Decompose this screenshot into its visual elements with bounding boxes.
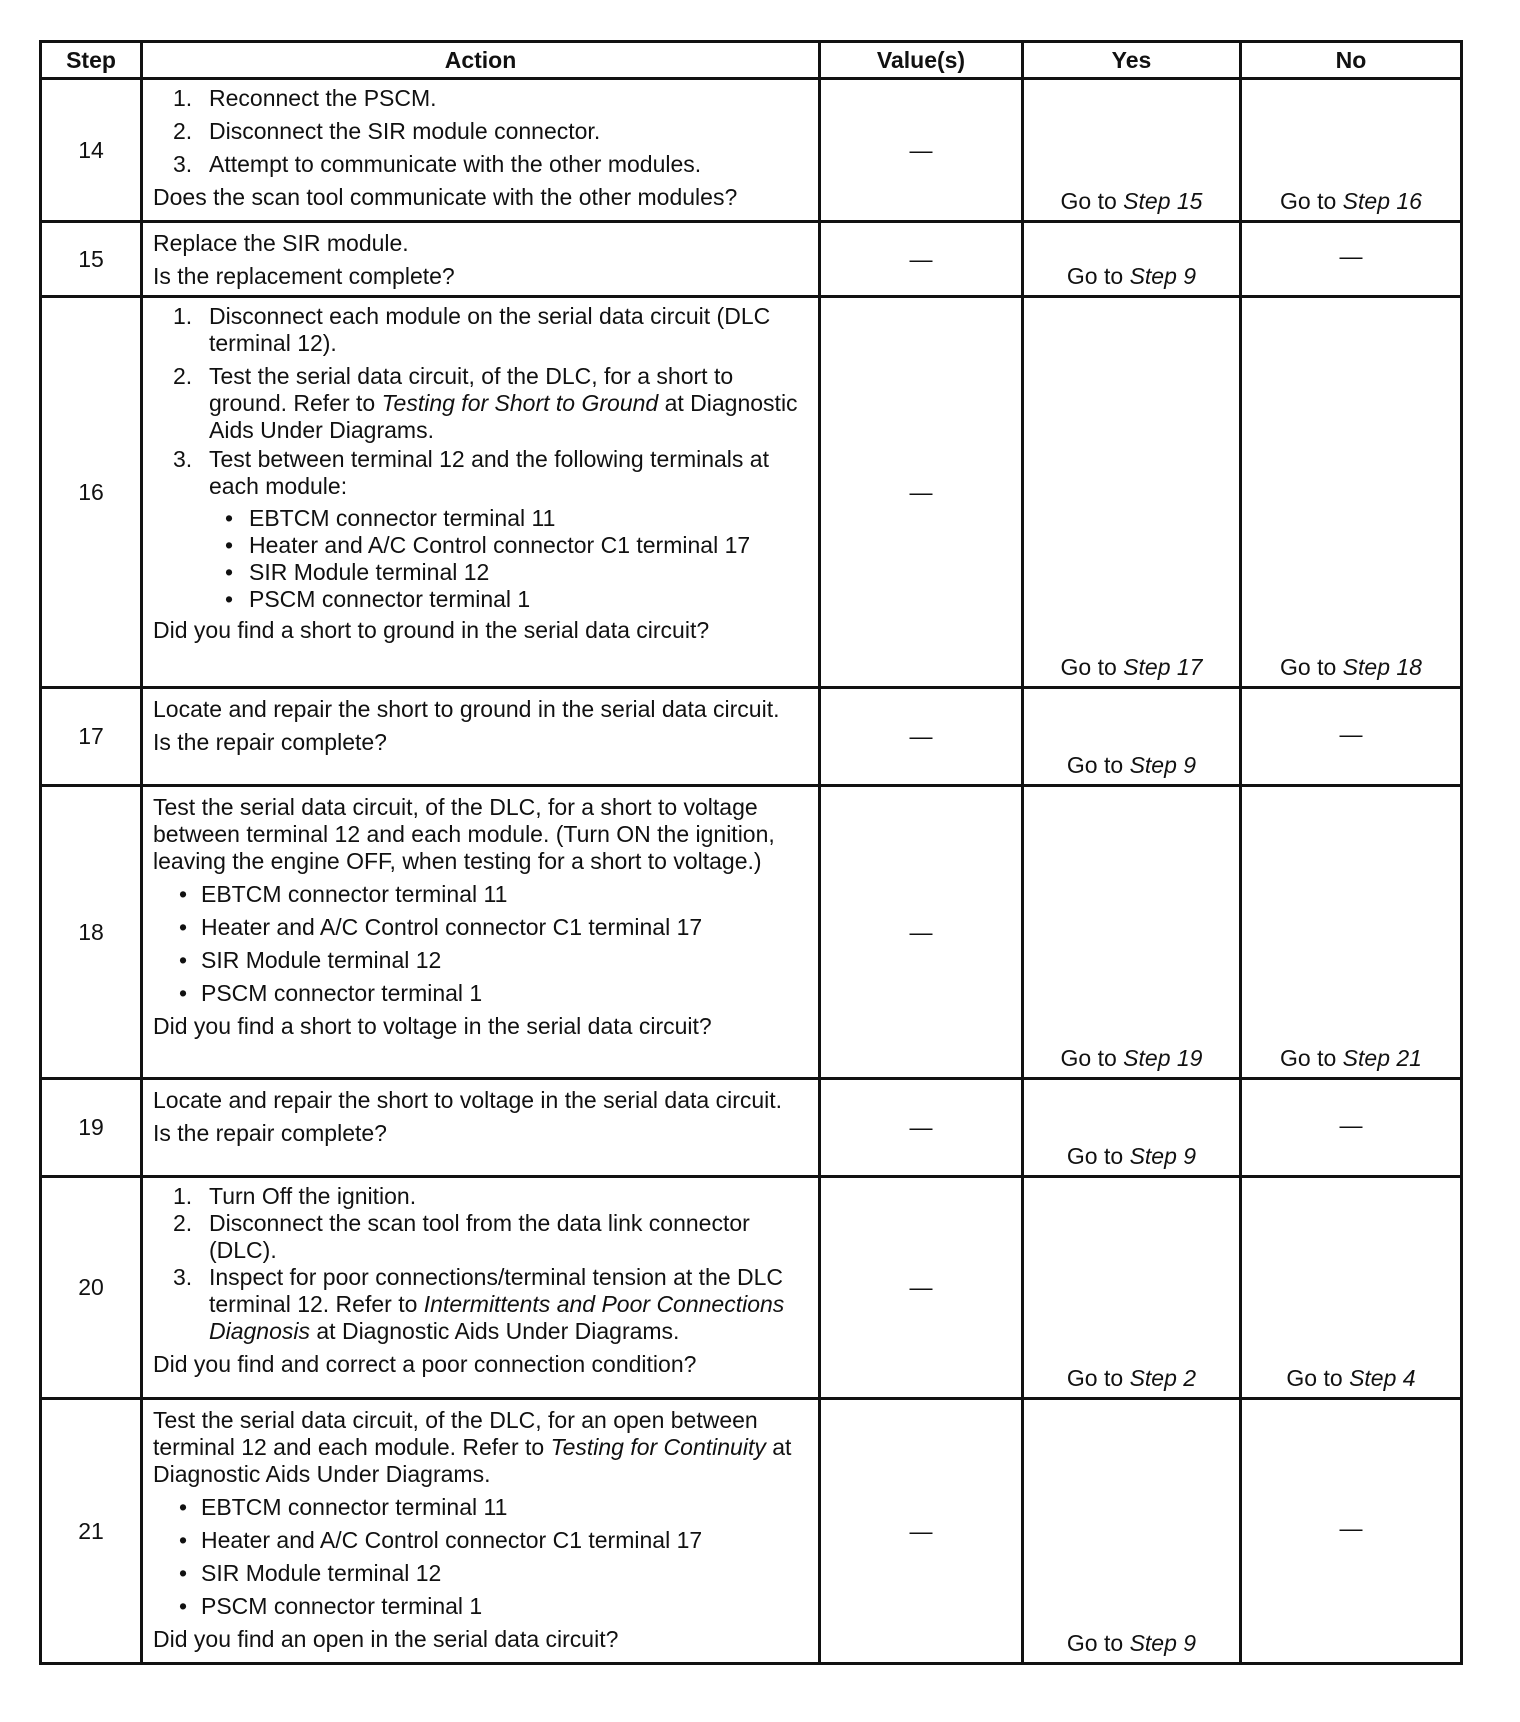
step-number: 14: [41, 79, 142, 222]
list-item: • EBTCM connector terminal 11: [153, 881, 812, 908]
header-step: Step: [41, 42, 142, 79]
action-item: 2. Disconnect the scan tool from the data link connector (DLC).: [173, 1210, 750, 1263]
goto-label: Go to: [1280, 654, 1337, 680]
list-item: • SIR Module terminal 12: [153, 1560, 812, 1587]
yes-cell: [1023, 786, 1241, 1079]
value-cell: —: [820, 688, 1023, 786]
list-item: • PSCM connector terminal 1: [153, 1593, 812, 1620]
table-row: [41, 1079, 1462, 1177]
table-row: [41, 786, 1462, 1079]
value-cell: —: [820, 1399, 1023, 1664]
yes-step-ref: Step 15: [1123, 188, 1203, 214]
table-row: [41, 1177, 1462, 1399]
yes-step-ref: Step 9: [1129, 263, 1197, 289]
dash-mark: —: [1339, 1111, 1363, 1138]
header-no: No: [1241, 42, 1462, 79]
step-number: 19: [41, 1079, 142, 1177]
step-number: 15: [41, 222, 142, 297]
action-text: Test the serial data circuit, of the DLC, for an open between terminal 12 and each module. Refer to Testing for Continuity at Diagnostic Aids Under Diagrams.: [153, 1407, 792, 1487]
no-step-ref: Step 18: [1342, 654, 1422, 680]
yes-step-ref: Step 9: [1129, 752, 1197, 778]
goto-label: Go to: [1280, 188, 1337, 214]
no-cell: [1241, 1177, 1462, 1399]
table-row: [41, 79, 1462, 222]
no-cell: [1241, 1399, 1462, 1664]
action-cell: [142, 688, 820, 786]
list-item: • EBTCM connector terminal 11: [153, 1494, 812, 1521]
value-cell: —: [820, 1177, 1023, 1399]
list-item: • EBTCM connector terminal 11: [209, 505, 812, 532]
action-question: Does the scan tool communicate with the other modules?: [153, 184, 738, 210]
action-item: 2. Test the serial data circuit, of the DLC, for a short to ground. Refer to Testing for Short to Ground at Diagnostic Aids Under Diagrams.: [173, 363, 798, 443]
yes-cell: [1023, 79, 1241, 222]
header-yes: Yes: [1023, 42, 1241, 79]
yes-cell: [1023, 688, 1241, 786]
no-cell: [1241, 79, 1462, 222]
action-item: 1. Turn Off the ignition.: [173, 1183, 417, 1209]
step-number: 16: [41, 297, 142, 688]
goto-label: Go to: [1060, 1045, 1117, 1071]
goto-label: Go to: [1060, 654, 1117, 680]
value-cell: —: [820, 222, 1023, 297]
header-action: Action: [142, 42, 820, 79]
action-text: Locate and repair the short to ground in the serial data circuit.: [153, 696, 780, 722]
table-row: [41, 688, 1462, 786]
no-step-ref: Step 16: [1342, 188, 1422, 214]
action-cell: [142, 1177, 820, 1399]
table-row: [41, 297, 1462, 688]
action-item: 3. Attempt to communicate with the other modules.: [173, 151, 702, 177]
no-cell: [1241, 297, 1462, 688]
action-text: Test the serial data circuit, of the DLC, for a short to voltage between terminal 12 and each module. (Turn ON the ignition, leaving the engine OFF, when testing for a short to voltage.): [153, 794, 775, 874]
step-number: 17: [41, 688, 142, 786]
diagnostic-table: [39, 40, 1463, 1665]
goto-label: Go to: [1066, 1365, 1124, 1391]
yes-cell: [1023, 1079, 1241, 1177]
action-item: 1. Reconnect the PSCM.: [173, 85, 437, 111]
action-text: Locate and repair the short to voltage in the serial data circuit.: [153, 1087, 783, 1113]
table-row: [41, 1399, 1462, 1664]
action-question: Is the repair complete?: [153, 729, 387, 755]
action-cell: [142, 1079, 820, 1177]
no-cell: [1241, 222, 1462, 297]
dash-mark: —: [1339, 243, 1363, 269]
list-item: • Heater and A/C Control connector C1 terminal 17: [153, 914, 812, 941]
no-cell: [1241, 1079, 1462, 1177]
action-question: Is the replacement complete?: [153, 263, 455, 289]
action-cell: [142, 786, 820, 1079]
action-question: Did you find an open in the serial data circuit?: [153, 1626, 619, 1652]
yes-step-ref: Step 9: [1129, 1630, 1197, 1656]
value-cell: —: [820, 786, 1023, 1079]
value-cell: —: [820, 79, 1023, 222]
step-number: 18: [41, 786, 142, 1079]
reference-link-text: Testing for Continuity: [550, 1434, 766, 1460]
action-item: 1. Disconnect each module on the serial data circuit (DLC terminal 12).: [173, 303, 771, 356]
dash-mark: —: [1339, 1515, 1363, 1541]
no-step-ref: Step 4: [1349, 1365, 1416, 1391]
list-item: • Heater and A/C Control connector C1 terminal 17: [153, 1527, 812, 1554]
action-item: 2. Disconnect the SIR module connector.: [173, 118, 601, 144]
step-number: 21: [41, 1399, 142, 1664]
goto-label: Go to: [1066, 263, 1124, 289]
value-cell: —: [820, 297, 1023, 688]
goto-label: Go to: [1286, 1365, 1343, 1391]
list-item: • PSCM connector terminal 1: [209, 586, 812, 613]
list-item: • Heater and A/C Control connector C1 terminal 17: [209, 532, 812, 559]
yes-cell: [1023, 297, 1241, 688]
goto-label: Go to: [1066, 752, 1124, 778]
list-item: • PSCM connector terminal 1: [153, 980, 812, 1007]
goto-label: Go to: [1280, 1045, 1337, 1071]
header-values: Value(s): [820, 42, 1023, 79]
action-question: Is the repair complete?: [153, 1120, 387, 1146]
yes-cell: [1023, 1399, 1241, 1664]
goto-label: Go to: [1066, 1143, 1124, 1169]
yes-step-ref: Step 9: [1129, 1143, 1197, 1169]
action-item: 3. Test between terminal 12 and the following terminals at each module: • EBTCM connector terminal 11 • Heater and A/C Control connector C1 terminal 17 • SIR Module terminal 12 • PSCM connector terminal 1: [153, 446, 812, 613]
action-cell: [142, 297, 820, 688]
dash-mark: —: [1339, 720, 1363, 747]
no-cell: [1241, 786, 1462, 1079]
action-item: 3. Inspect for poor connections/terminal tension at the DLC terminal 12. Refer to Intermittents and Poor Connections Diagnosis at Diagnostic Aids Under Diagrams.: [173, 1264, 785, 1344]
action-question: Did you find and correct a poor connection condition?: [153, 1351, 697, 1377]
table-row: [41, 222, 1462, 297]
goto-label: Go to: [1060, 188, 1117, 214]
value-cell: —: [820, 1079, 1023, 1177]
action-cell: [142, 222, 820, 297]
reference-link-text: Intermittents and Poor Connections Diagnosis: [209, 1291, 785, 1344]
goto-label: Go to: [1066, 1630, 1124, 1656]
step-number: 20: [41, 1177, 142, 1399]
header-row: [41, 42, 1462, 79]
action-question: Did you find a short to ground in the serial data circuit?: [153, 617, 710, 643]
yes-cell: [1023, 222, 1241, 297]
yes-step-ref: Step 17: [1123, 654, 1203, 680]
action-cell: [142, 1399, 820, 1664]
action-cell: [142, 79, 820, 222]
list-item: • SIR Module terminal 12: [209, 559, 812, 586]
reference-link-text: Testing for Short to Ground: [381, 390, 659, 416]
action-question: Did you find a short to voltage in the serial data circuit?: [153, 1013, 712, 1039]
no-cell: [1241, 688, 1462, 786]
action-text: Replace the SIR module.: [153, 230, 409, 256]
yes-step-ref: Step 2: [1129, 1365, 1197, 1391]
yes-step-ref: Step 19: [1123, 1045, 1203, 1071]
list-item: • SIR Module terminal 12: [153, 947, 812, 974]
yes-cell: [1023, 1177, 1241, 1399]
no-step-ref: Step 21: [1342, 1045, 1422, 1071]
